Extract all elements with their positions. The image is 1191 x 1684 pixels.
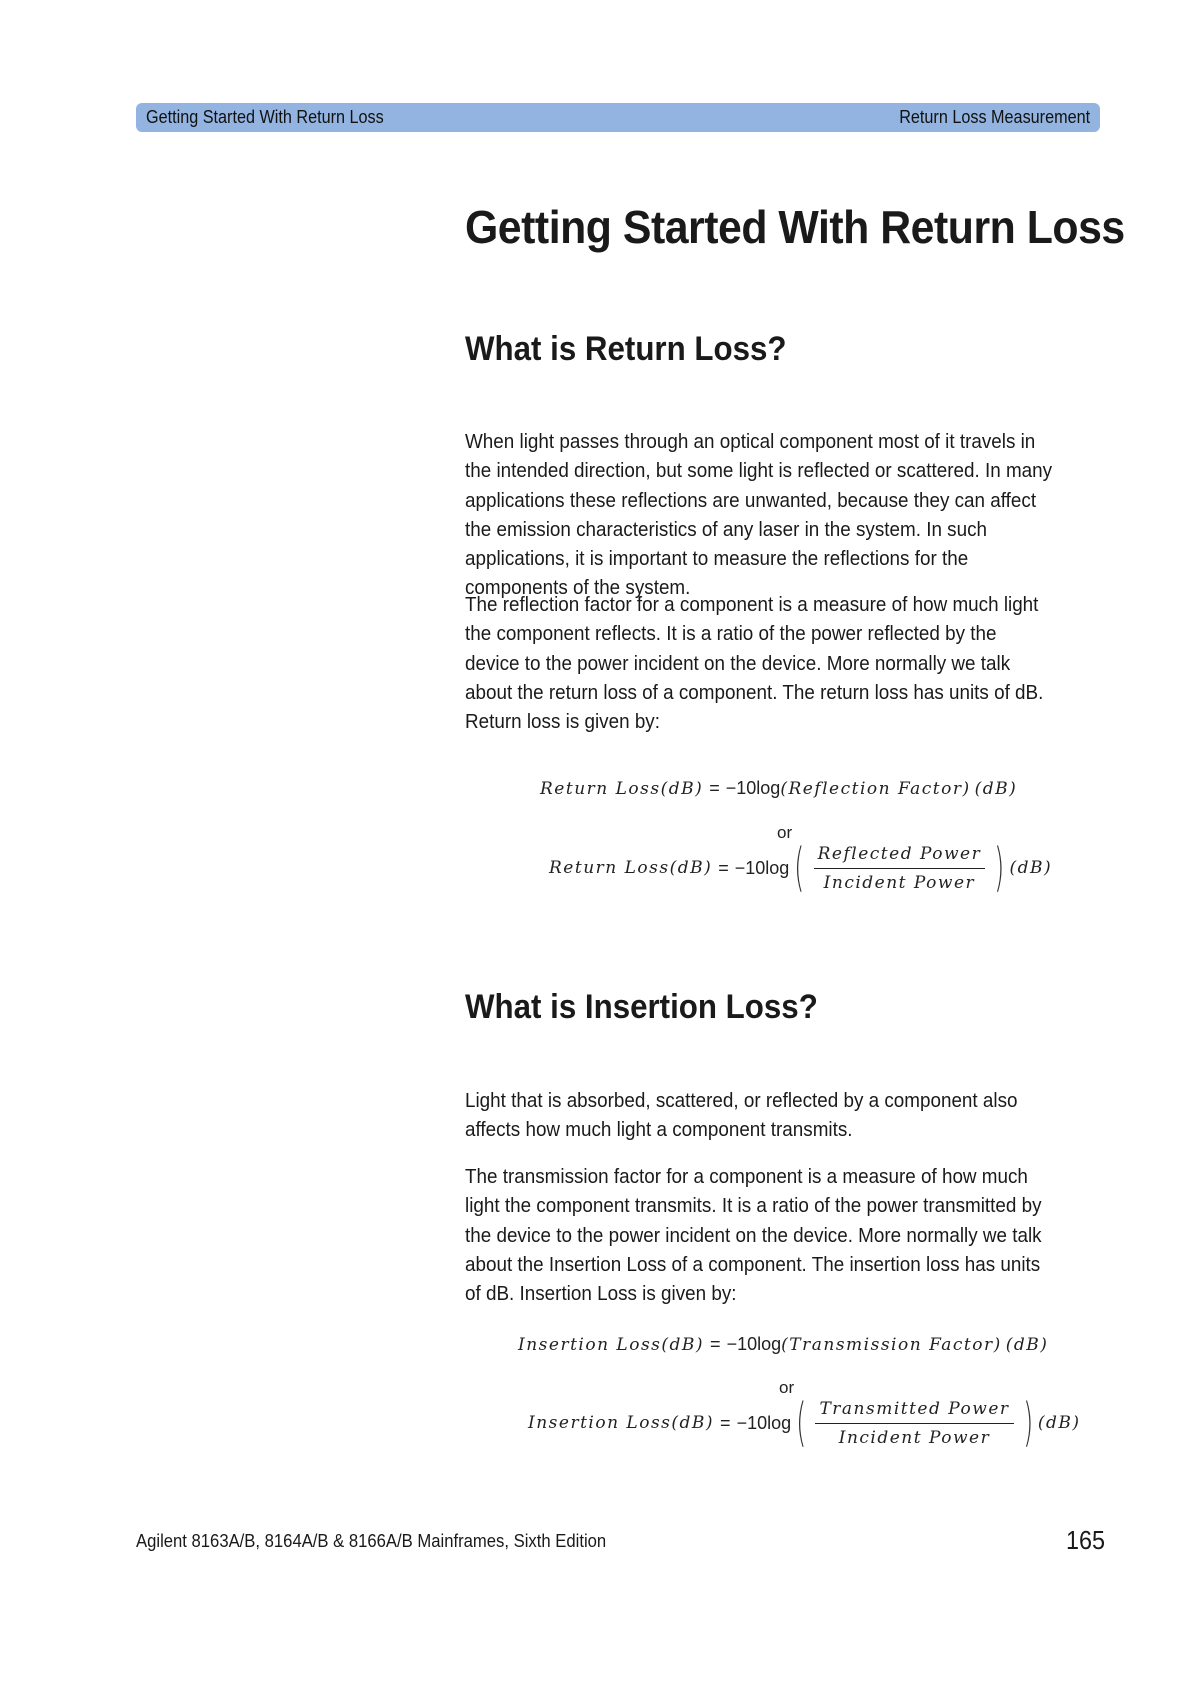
formula-coefficient: −10 xyxy=(726,1334,758,1354)
formula-return-loss-ratio xyxy=(549,838,1053,898)
footer-manual-title: Agilent 8163A/B, 8164A/B & 8166A/B Mainframes, Sixth Edition xyxy=(136,1530,607,1551)
or-label: or xyxy=(777,823,793,842)
fraction-numerator: Transmitted Power xyxy=(815,1399,1013,1424)
paragraph: The transmission factor for a component is a measure of how much light the component transmits. It is a ratio of the power transmitted by the device to the power incident on the device. More normally we talk about the Insertion Loss of a component. The insertion loss has units of dB. Insertion Loss is given by: xyxy=(465,1165,1042,1306)
or-label: or xyxy=(779,1378,795,1397)
formula-return-loss-factor xyxy=(540,778,1017,799)
formula-equals: = xyxy=(720,1412,731,1433)
formula-log: log xyxy=(757,1334,782,1354)
formula-lhs: Return Loss(dB) xyxy=(549,858,713,878)
formula-equals: = xyxy=(709,778,720,798)
formula-lhs: Insertion Loss(dB) xyxy=(518,1334,705,1355)
formula-log: log xyxy=(756,778,781,798)
formula-lhs: Insertion Loss(dB) xyxy=(528,1413,715,1433)
right-paren: ) xyxy=(994,838,1005,898)
left-paren: ( xyxy=(794,838,805,898)
page-number: 165 xyxy=(1066,1525,1106,1555)
formula-coefficient: −10 xyxy=(736,1412,768,1433)
fraction-denominator: Incident Power xyxy=(838,1427,991,1448)
running-header xyxy=(136,103,1100,132)
formula-argument: (Reflection Factor) xyxy=(780,778,971,799)
fraction-denominator: Incident Power xyxy=(823,872,976,893)
formula-coefficient: −10 xyxy=(734,857,766,878)
formula-unit: (dB) xyxy=(1005,1334,1049,1355)
formula-log: log xyxy=(767,1412,792,1433)
formula-unit: (dB) xyxy=(1009,858,1053,878)
fraction xyxy=(814,844,986,893)
formula-lhs: Return Loss(dB) xyxy=(540,778,704,799)
formula-unit: (dB) xyxy=(974,778,1018,799)
page-title: Getting Started With Return Loss xyxy=(465,201,1125,253)
left-paren: ( xyxy=(796,1393,807,1453)
header-chapter-title: Getting Started With Return Loss xyxy=(146,107,384,127)
section-heading-insertion-loss: What is Insertion Loss? xyxy=(465,988,818,1026)
right-paren: ) xyxy=(1022,1393,1033,1453)
formula-insertion-loss-factor xyxy=(518,1334,1048,1355)
formula-equals: = xyxy=(718,857,729,878)
formula-argument: (Transmission Factor) xyxy=(781,1334,1002,1355)
formula-insertion-loss-ratio xyxy=(528,1393,1081,1453)
header-section-title: Return Loss Measurement xyxy=(899,107,1090,127)
fraction-numerator: Reflected Power xyxy=(814,844,986,869)
formula-coefficient: −10 xyxy=(725,778,757,798)
fraction xyxy=(815,1399,1013,1448)
section-heading-return-loss: What is Return Loss? xyxy=(465,330,787,368)
paragraph: The reflection factor for a component is a measure of how much light the component reflects. It is a ratio of the power reflected by the device to the power incident on the device. More normally we talk about the return loss of a component. The return loss has units of dB. Return loss is given by: xyxy=(465,593,1044,734)
paragraph: When light passes through an optical component most of it travels in the intended direction, but some light is reflected or scattered. In many applications these reflections are unwanted, because they can affect the emission characteristics of any laser in the system. In such applications, it is important to measure the reflections for the components of the system. xyxy=(465,430,1053,600)
formula-unit: (dB) xyxy=(1037,1413,1081,1433)
formula-equals: = xyxy=(710,1334,721,1354)
formula-log: log xyxy=(765,857,790,878)
paragraph: Light that is absorbed, scattered, or reflected by a component also affects how much light a component transmits. xyxy=(465,1089,1018,1142)
